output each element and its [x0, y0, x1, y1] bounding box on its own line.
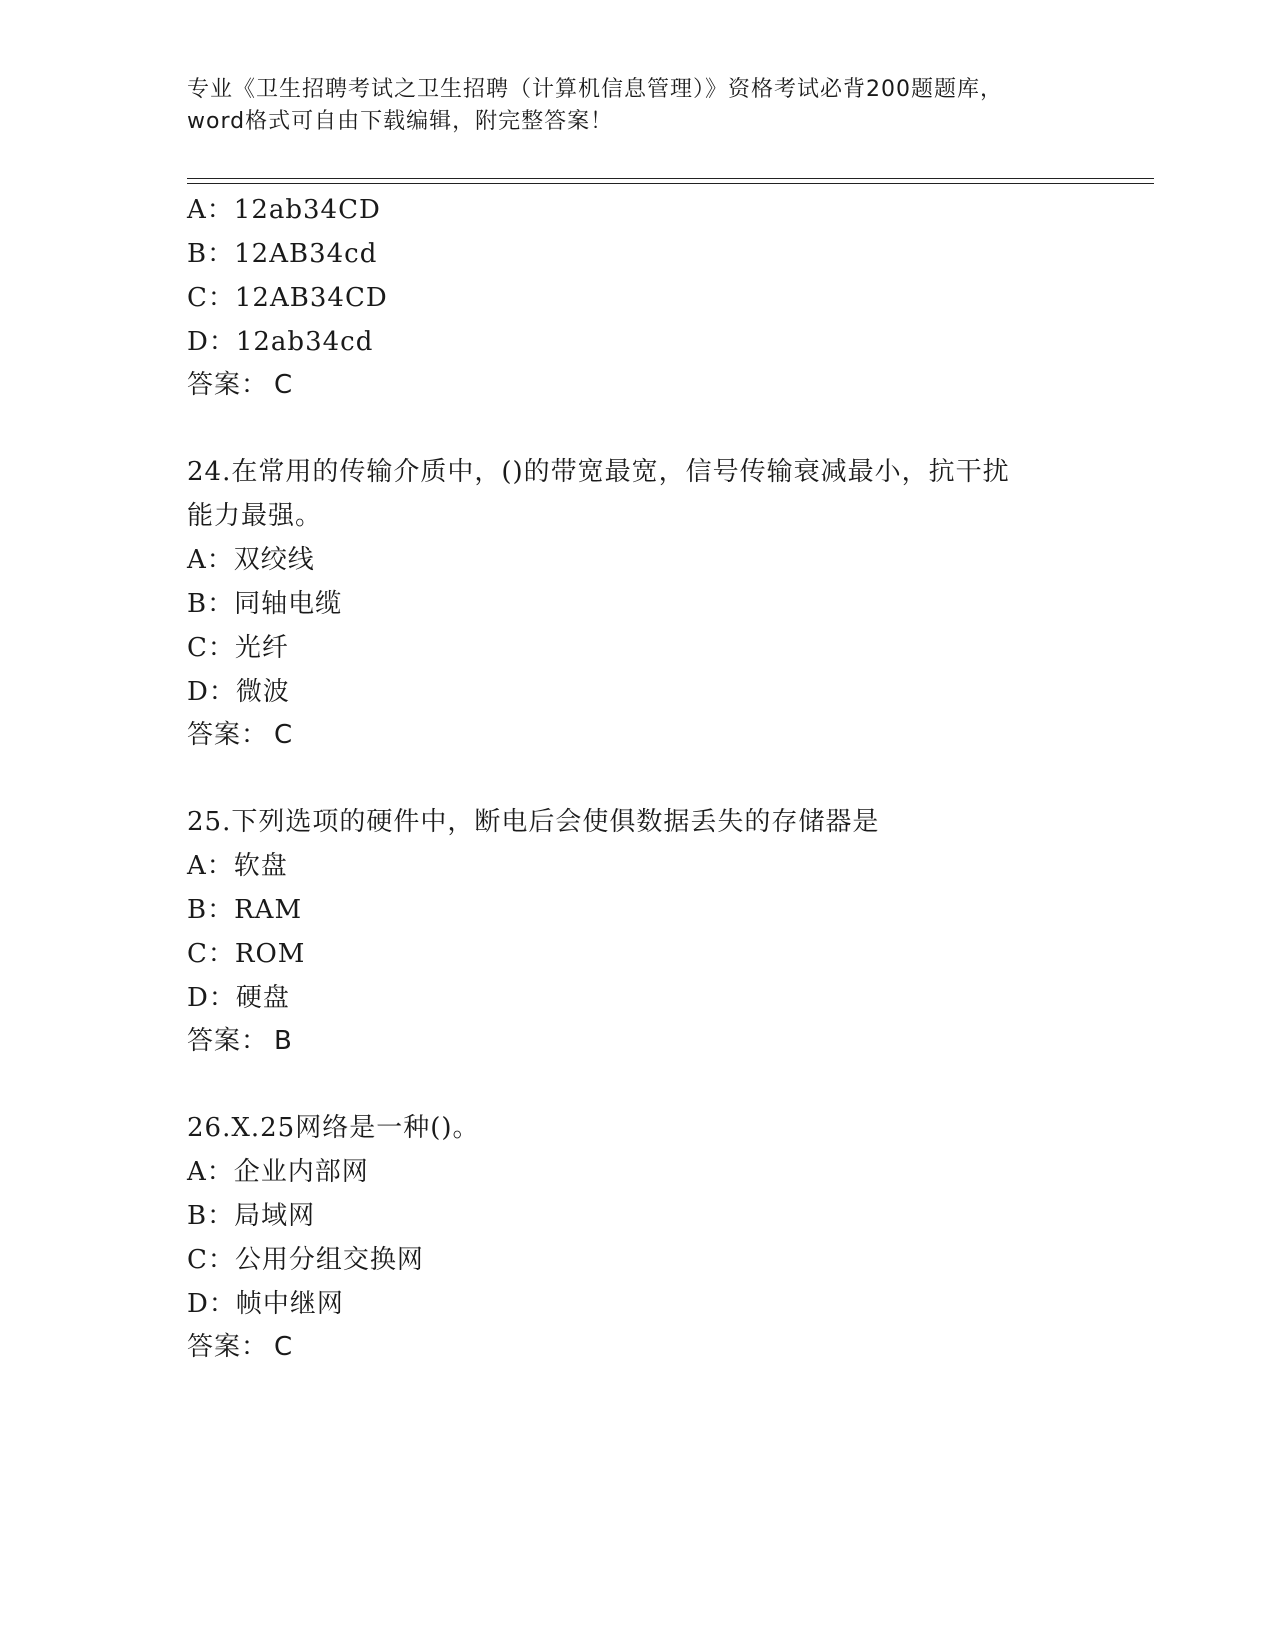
q26-answer	[187, 1331, 293, 1363]
q24-stem-line-2: 能力最强。	[187, 501, 323, 531]
q26-option-d: D：帧中继网	[187, 1289, 344, 1319]
document-header	[187, 74, 1087, 138]
answer-value: C	[274, 720, 294, 750]
q26-option-b: B：局域网	[187, 1201, 316, 1231]
answer-value: C	[274, 1332, 294, 1362]
q25-option-b: B：RAM	[187, 895, 303, 925]
header-line-2: word格式可自由下载编辑，附完整答案！	[187, 109, 614, 134]
q24-option-b: B：同轴电缆	[187, 589, 343, 619]
q26-option-a: A：企业内部网	[187, 1157, 369, 1187]
q23-option-d: D：12ab34cd	[187, 327, 374, 357]
answer-value: B	[274, 1026, 293, 1056]
q23-answer	[187, 369, 293, 401]
q23-option-c: C：12AB34CD	[187, 283, 388, 313]
q24-answer	[187, 719, 293, 751]
q25-option-c: C：ROM	[187, 939, 306, 969]
q25-answer	[187, 1025, 293, 1057]
q25-option-a: A：软盘	[187, 851, 288, 881]
q23-option-b: B：12AB34cd	[187, 239, 378, 269]
header-divider-bottom	[187, 183, 1154, 184]
q24-option-c: C：光纤	[187, 633, 289, 663]
header-divider-top	[187, 178, 1154, 179]
q26-stem-line-1: 26.X.25网络是一种()。	[187, 1113, 480, 1143]
q24-stem-line-1: 24.在常用的传输介质中，()的带宽最宽，信号传输衰减最小，抗干扰	[187, 457, 1010, 487]
answer-label: 答案：	[187, 370, 269, 400]
header-line-1: 专业《卫生招聘考试之卫生招聘（计算机信息管理）》资格考试必背200题题库，	[187, 77, 1003, 102]
answer-label: 答案：	[187, 720, 269, 750]
answer-label: 答案：	[187, 1332, 269, 1362]
q24-option-a: A：双绞线	[187, 545, 315, 575]
q23-option-a: A：12ab34CD	[187, 195, 381, 225]
answer-label: 答案：	[187, 1026, 269, 1056]
answer-value: C	[274, 370, 294, 400]
q25-option-d: D：硬盘	[187, 983, 290, 1013]
q24-option-d: D：微波	[187, 677, 290, 707]
q26-option-c: C：公用分组交换网	[187, 1245, 424, 1275]
q25-stem-line-1: 25.下列选项的硬件中，断电后会使俱数据丢失的存储器是	[187, 807, 880, 837]
